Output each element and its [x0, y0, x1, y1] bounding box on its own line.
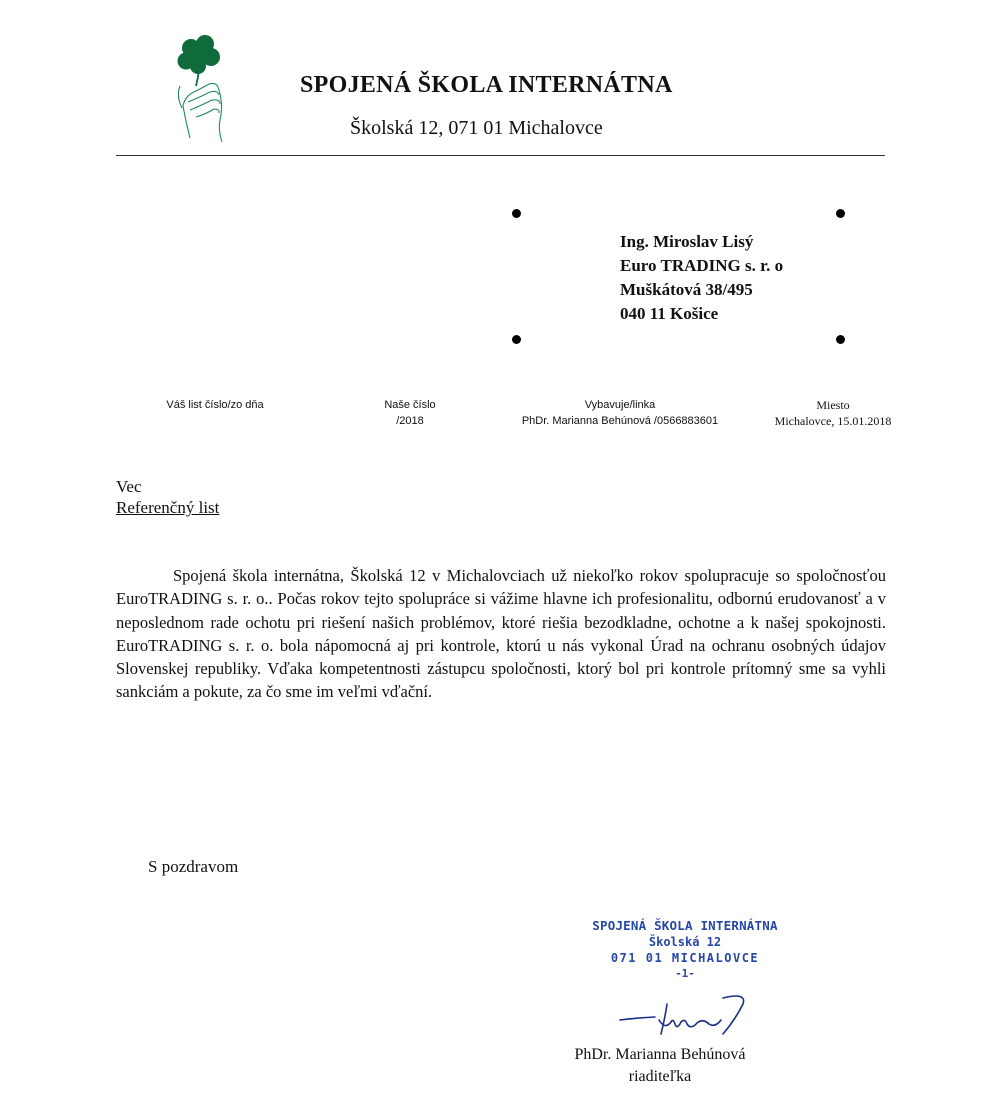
handled-by-field	[490, 397, 750, 429]
signer-block	[540, 1044, 780, 1088]
address-window-mark	[836, 335, 845, 344]
school-address: Školská 12, 071 01 Michalovce	[350, 117, 603, 139]
our-number-label: Naše číslo	[384, 399, 436, 411]
signer-role: riaditeľka	[628, 1068, 692, 1085]
recipient-address	[620, 230, 783, 326]
subject-title: Referenčný list	[116, 498, 220, 517]
stamp-line-1: SPOJENÁ ŠKOLA INTERNÁTNA	[592, 918, 778, 933]
school-name: SPOJENÁ ŠKOLA INTERNÁTNA	[300, 72, 673, 98]
address-window-mark	[512, 209, 521, 218]
letter-body: Spojená škola internátna, Školská 12 v Michalovciach už niekoľko rokov spolupracuje so spoločnosťou EuroTRADING s. r. o.. Počas rokov tejto spolupráce si vážime hlavne ich profesionalitu, odbornú erudovanosť a v neposlednom rade ochotu pri riešení našich problémov, ktoré riešia bezodkladne, ochotne a k našej spokojnosti. EuroTRADING s. r. o. bola nápomocná aj pri kontrole, ktorú u nás vykonal Úrad na ochranu osobných údajov Slovenskej republiky. Vďaka kompetentnosti zástupcu spoločnosti, ktorý bol pri kontrole prítomný sme sa vyhli sankciám a pokute, za čo sme im veľmi vďační.	[116, 566, 886, 702]
stamp-line-4: -1-	[675, 967, 695, 980]
closing-greeting: S pozdravom	[148, 857, 239, 876]
address-window-mark	[512, 335, 521, 344]
place-value: Michalovce, 15.01.2018	[774, 414, 892, 428]
four-leaf-clover-hand-logo	[172, 34, 234, 146]
letterhead-divider	[116, 155, 885, 156]
stamp-line-3: 071 01 MICHALOVCE	[610, 951, 760, 965]
signer-name: PhDr. Marianna Behúnová	[574, 1046, 746, 1063]
our-number-field	[360, 397, 460, 429]
recipient-street: Muškátová 38/495	[620, 280, 753, 299]
school-stamp	[560, 918, 810, 982]
recipient-name: Ing. Miroslav Lisý	[620, 232, 754, 251]
stamp-line-2: Školská 12	[648, 935, 722, 949]
your-letter-label: Váš list číslo/zo dňa	[166, 399, 264, 411]
subject-block	[116, 476, 219, 518]
recipient-company: Euro TRADING s. r. o	[620, 256, 784, 275]
place-label: Miesto	[816, 398, 850, 412]
subject-label: Vec	[116, 477, 142, 496]
handwritten-signature	[615, 990, 755, 1040]
handled-by-value: PhDr. Marianna Behúnová /0566883601	[521, 415, 719, 427]
place-field	[760, 397, 906, 429]
our-number-value: /2018	[396, 415, 424, 427]
address-window-mark	[836, 209, 845, 218]
recipient-city: 040 11 Košice	[620, 304, 719, 323]
handled-by-label: Vybavuje/linka	[584, 399, 656, 411]
